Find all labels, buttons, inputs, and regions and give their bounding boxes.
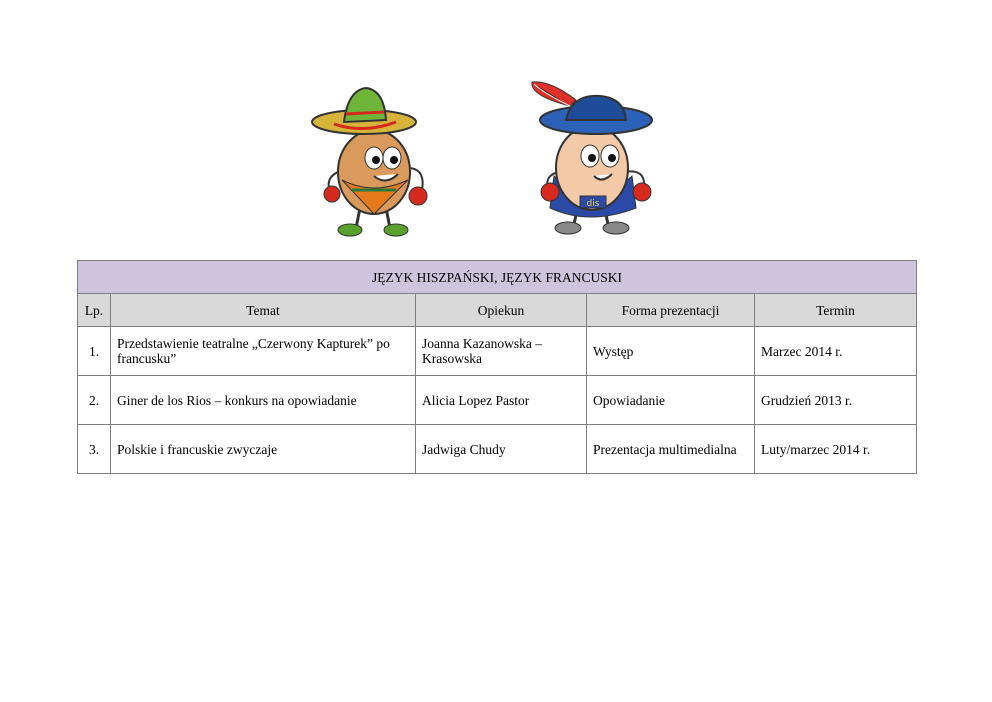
cell-termin: Grudzień 2013 r. [755, 376, 917, 425]
cell-termin: Marzec 2014 r. [755, 327, 917, 376]
cell-temat: Polskie i francuskie zwyczaje [111, 425, 416, 474]
cell-forma: Opowiadanie [587, 376, 755, 425]
header-termin: Termin [755, 294, 917, 327]
presentation-plan-table [77, 260, 917, 474]
mascot-badge: dis [586, 199, 600, 209]
table-row [78, 327, 917, 376]
cell-temat: Giner de los Rios – konkurs na opowiadanie [111, 376, 416, 425]
cell-temat: Przedstawienie teatralne „Czerwony Kapturek” po francusku” [111, 327, 416, 376]
table-row [78, 376, 917, 425]
cell-forma: Występ [587, 327, 755, 376]
header-opiekun: Opiekun [416, 294, 587, 327]
cell-opiekun: Joanna Kazanowska – Krasowska [416, 327, 587, 376]
cell-forma: Prezentacja multimedialna [587, 425, 755, 474]
header-lp: Lp. [78, 294, 111, 327]
header-temat: Temat [111, 294, 416, 327]
header-forma: Forma prezentacji [587, 294, 755, 327]
cell-termin: Luty/marzec 2014 r. [755, 425, 917, 474]
cell-lp: 2. [78, 376, 111, 425]
cell-lp: 3. [78, 425, 111, 474]
sombrero-egg-mascot-icon [304, 80, 444, 240]
table-row [78, 425, 917, 474]
table-title: JĘZYK HISZPAŃSKI, JĘZYK FRANCUSKI [78, 261, 917, 294]
musketeer-egg-mascot-icon [520, 76, 670, 240]
cell-opiekun: Jadwiga Chudy [416, 425, 587, 474]
cell-lp: 1. [78, 327, 111, 376]
cell-opiekun: Alicia Lopez Pastor [416, 376, 587, 425]
